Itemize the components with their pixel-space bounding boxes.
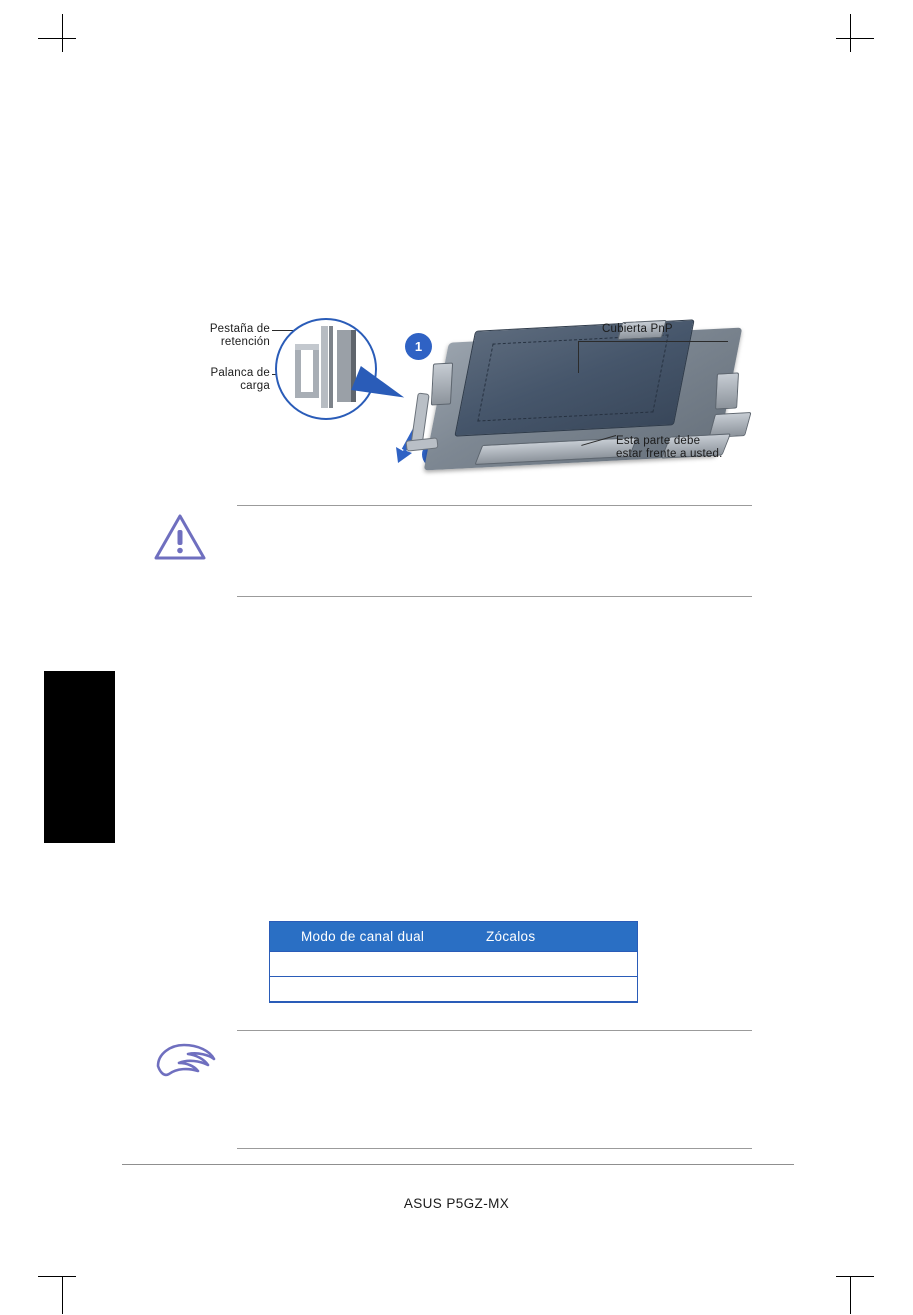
note-rule-bottom [237,1148,752,1149]
table-header-sockets: Zócalos [486,929,536,944]
leader-pnp-cap-tick [578,341,579,373]
table-row [270,976,637,1002]
footer-title: ASUS P5GZ-MX [403,1196,510,1211]
callout-load-lever-line2: carga [240,380,270,392]
callout-load-lever-line1: Palanca de [210,367,270,379]
warning-rule-top [237,505,752,506]
callout-pnp-cap [602,323,762,336]
note-rule-top [237,1030,752,1031]
footer-divider [122,1164,794,1165]
lga775-socket-illustration [420,317,760,487]
callout-retention-tab-line1: Pestaña de [209,323,270,335]
table-header-row [270,922,637,951]
warning-rule-bottom [237,596,752,597]
leader-pnp-cap [578,341,728,342]
warning-text [245,515,745,585]
note-text [245,1042,745,1138]
note-hand-icon [152,1038,218,1091]
chapter-side-tab [44,671,115,843]
step-bullet-1: 1 [405,333,432,360]
callout-facing-you [616,435,796,461]
warning-triangle-icon [152,512,208,567]
callout-pnp-cap-line1: Cubierta PnP [602,323,673,335]
dual-channel-table [269,921,638,1003]
table-header-mode: Modo de canal dual [301,929,425,944]
callout-retention-tab [150,323,270,349]
cpu-socket-figure [150,305,770,495]
callout-facing-you-line1: Esta parte debe [616,435,701,447]
table-row [270,951,637,976]
callout-retention-tab-line2: retención [220,336,270,348]
callout-load-lever [150,367,270,393]
callout-facing-you-line2: estar frente a usted. [616,448,723,460]
